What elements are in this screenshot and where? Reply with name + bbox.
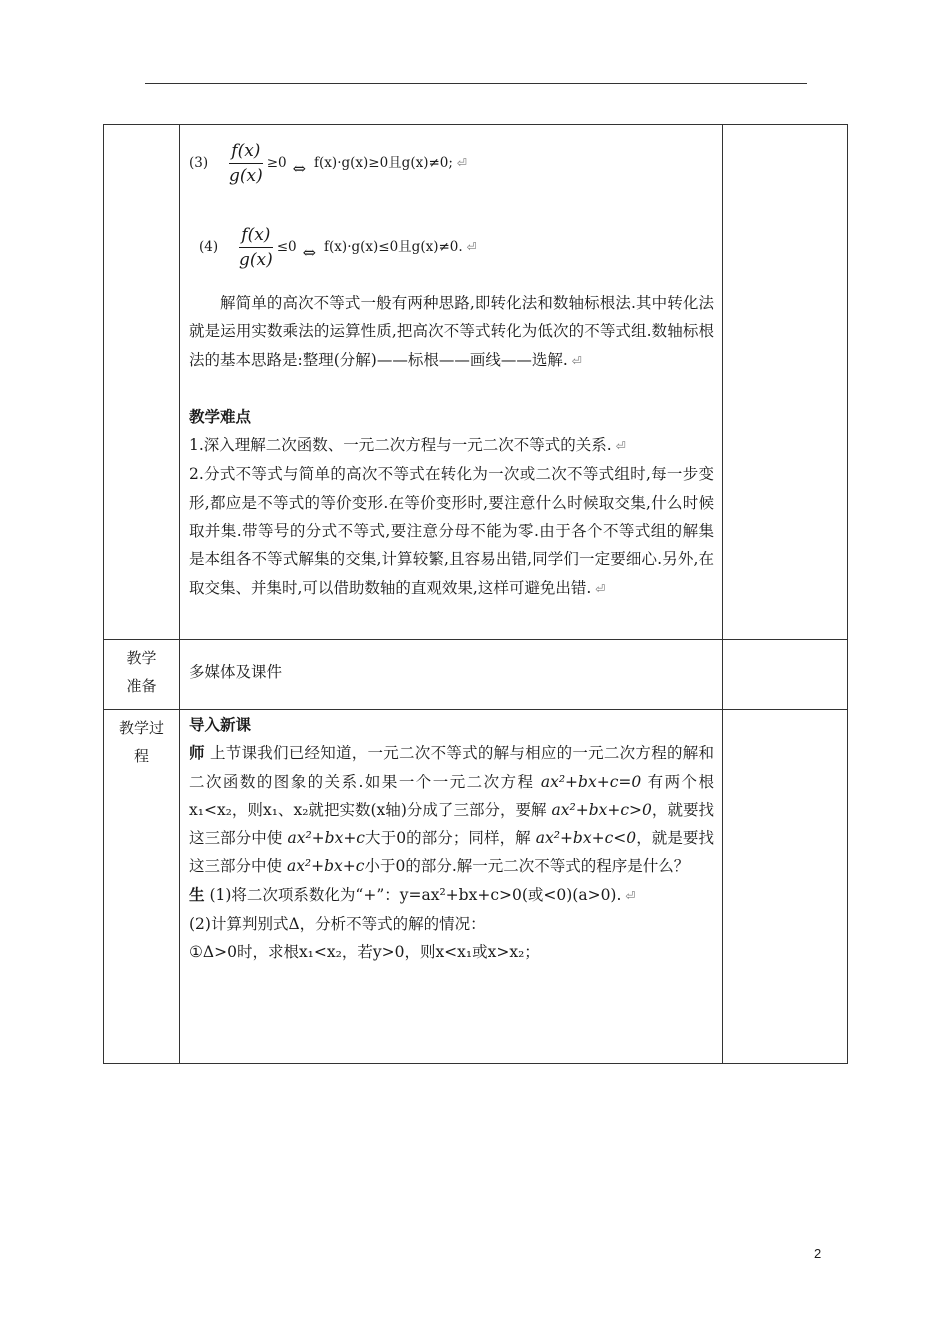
remark-cell [723, 709, 848, 1063]
teacher-text: 有两个根x₁<x₂，则x₁、x₂就把实数(x轴)分成了三部分，要解 [189, 772, 714, 819]
section-heading-difficulty: 教学难点 [189, 406, 252, 426]
student-text: (1)将二次项系数化为“+”：y=ax²+bx+c>0(或<0)(a>0). [209, 885, 622, 904]
fraction [239, 225, 273, 270]
formula-4 [189, 219, 714, 275]
fraction [229, 141, 263, 186]
math-expression: ax²+bx+c [287, 829, 365, 848]
header-rule [145, 83, 807, 84]
relation: ≥0 [266, 154, 287, 171]
speaker-tag: 师 [189, 743, 205, 763]
return-mark-icon: ⏎ [466, 239, 477, 254]
remark-cell [723, 639, 848, 709]
content-cell-process [180, 709, 723, 1063]
formula-3 [189, 135, 714, 191]
formula-number: (4) [199, 238, 219, 255]
teacher-text: ，就是要找这三部分中使 [189, 829, 714, 876]
student-step-2: (2)计算判别式Δ，分析不等式的解的情况： [189, 915, 486, 934]
return-mark-icon: ⏎ [571, 353, 582, 368]
math-expression: ax²+bx+c [286, 857, 365, 876]
equivalence-arrow: ⇔ [292, 158, 307, 178]
table-row-process [104, 709, 848, 1063]
difficulty-item-text: 2.分式不等式与简单的高次不等式在转化为一次或二次不等式组时,每一步变形,都应是不等式的等价变形.在等价变形时,要注意什么时候取交集,什么时候取并集.带等号的分式不等式,要注意分母不能为零.由于各个不等式组的解集是本组各不等式解集的交集,计算较繁,且容易出错,同学们一定要细心.另外,在取交集、并集时,可以借助数轴的直观效果,这样可避免出错. [189, 465, 714, 597]
difficulty-item-1 [189, 431, 714, 460]
label-text: 准备 [126, 676, 157, 695]
fraction-denominator: g(x) [239, 249, 273, 270]
speaker-tag: 生 [189, 884, 205, 904]
fraction-denominator: g(x) [229, 165, 263, 186]
difficulty-item-text: 1.深入理解二次函数、一元二次方程与一元二次不等式的关系. [189, 436, 612, 455]
paragraph-text: 解简单的高次不等式一般有两种思路,即转化法和数轴标根法.其中转化法就是运用实数乘法的运算性质,把高次不等式转化为低次的不等式组.数轴标根法的基本思路是:整理(分解)——标根——画线——选解. [189, 294, 714, 369]
formula-text: f(x)·g(x)≤0且g(x)≠0. [324, 238, 463, 255]
page-number: 2 [814, 1246, 822, 1261]
teacher-text: ，就要找这三部分中使 [189, 800, 714, 848]
content-cell-difficulty [180, 125, 723, 640]
return-mark-icon: ⏎ [615, 439, 626, 454]
math-expression: ax²+bx+c=0 [540, 772, 642, 791]
student-step-3: ①Δ>0时，求根x₁<x₂，若y>0，则x<x₁或x>x₂； [189, 943, 540, 962]
remark-cell [723, 125, 848, 640]
table-row-preparation [104, 639, 848, 709]
relation: ≤0 [276, 238, 297, 255]
label-text: 教学过 [118, 718, 164, 737]
teacher-text: 上节课我们已经知道，一元二次不等式的解与相应的一元二次方程的解和二次函数的图象的关系.如果一个一元二次方程 [189, 744, 714, 791]
teacher-text: 大于0的部分；同样，解 [364, 829, 531, 848]
formula-number: (3) [189, 154, 209, 171]
math-expression: ax²+bx+c>0 [551, 800, 652, 819]
label-text: 教学 [126, 648, 157, 667]
teacher-paragraph [189, 739, 714, 880]
label-cell-preparation [104, 639, 180, 709]
label-text: 程 [133, 746, 149, 765]
return-mark-icon: ⏎ [595, 581, 606, 596]
difficulty-item-2 [189, 460, 714, 602]
formula-text: f(x)·g(x)≥0且g(x)≠0; [314, 154, 453, 171]
math-expression: ax²+bx+c<0 [535, 829, 637, 848]
equivalence-arrow: ⇔ [302, 242, 317, 262]
preparation-text: 多媒体及课件 [189, 662, 283, 681]
content-cell-preparation [180, 639, 723, 709]
fraction-numerator: f(x) [241, 224, 271, 245]
table-row-difficulty [104, 125, 848, 640]
student-step-1 [189, 881, 714, 910]
section-heading-intro: 导入新课 [189, 714, 252, 734]
fraction-numerator: f(x) [231, 140, 261, 161]
paragraph-higher-order [189, 289, 714, 375]
teacher-text: 小于0的部分.解一元二次不等式的程序是什么？ [364, 857, 690, 876]
lesson-table [103, 124, 848, 1064]
return-mark-icon: ⏎ [625, 888, 636, 903]
label-cell-process [104, 709, 180, 1063]
label-cell-empty [104, 125, 180, 640]
return-mark-icon: ⏎ [456, 155, 467, 170]
